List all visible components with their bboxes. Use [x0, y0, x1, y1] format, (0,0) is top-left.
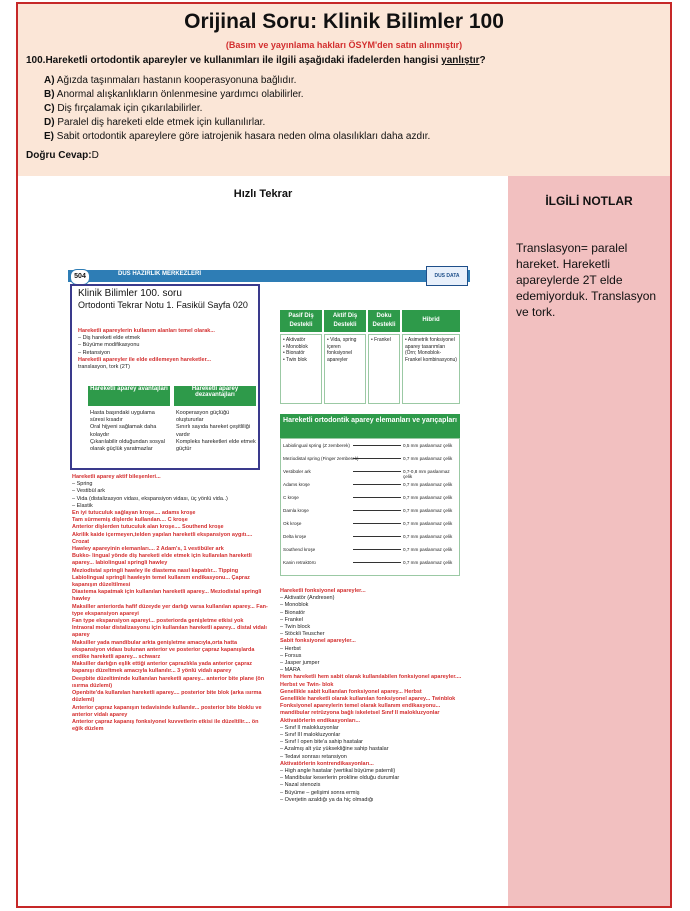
element-name: Damla kroşe	[283, 508, 309, 513]
bullet: Hareketli apareyler ile elde edilemeyen hareketler...	[78, 356, 211, 363]
bullet: – Aktivatör (Andresen)	[280, 595, 335, 602]
option-text: Sabit ortodontik apareylere göre iatrojenik hasara neden olma olasılıkları daha azdır.	[56, 131, 431, 142]
bullets-top	[78, 328, 258, 371]
bullet: – Nazal stenozis	[280, 782, 321, 789]
bullet: – Azalmış alt yüz yüksekliğine sahip hastalar	[280, 746, 389, 753]
option-b	[44, 88, 430, 102]
arrow-line	[353, 536, 401, 537]
bullet: Hareketli fonksiyonel apareyler...	[280, 588, 366, 594]
publisher-logo: DUS DATA	[426, 266, 468, 286]
element-name: Vestibüler ark	[283, 469, 311, 474]
table-header-hybrid: Hibrid	[402, 310, 460, 332]
review-header: Hızlı Tekrar	[233, 188, 293, 200]
bullet: – Sınıf III malokluzyonlar	[280, 732, 341, 739]
element-value: 0,7 mm paslanmaz çelik	[403, 495, 453, 500]
disadvantages-list	[176, 410, 256, 453]
bullet: – Retansiyon	[78, 349, 111, 356]
option-text: Ağızda taşınmaları hastanın kooperasyonuna bağlıdır.	[56, 75, 297, 86]
bullet: – Forsus	[280, 652, 302, 659]
bullet: Meziodistal springli hawley ile diastema nasıl kapatılır... Tipping	[72, 567, 239, 574]
element-value: 0,7-0,8 mm paslanmaz çelik	[403, 469, 450, 479]
bullet: Fonksiyonel apareylerin temel olarak kullanım endikasyonu... mandibular retrüzyona bağlı iskeletsel Sınıf II malokluzyonlar	[280, 703, 441, 717]
table-header-passive: Pasif Diş Destekli	[280, 310, 322, 332]
stripe-title: DUS HAZIRLIK MERKEZLERİ	[118, 271, 201, 277]
bullet: Sabit fonksiyonel apareyler...	[280, 638, 356, 645]
disadvantage-item: Kompleks hareketleri elde etmek güçtür	[176, 438, 256, 453]
correct-answer	[26, 150, 99, 161]
disadvantages-header: Hareketli aparey dezavantajları	[174, 386, 256, 406]
question-title: Orijinal Soru: Klinik Bilimler 100	[184, 10, 504, 33]
element-name: Meziodistal spring (Finger zemberek)	[283, 456, 359, 461]
bullet: – Sınıf I open bite'a sahip hastalar	[280, 739, 363, 746]
bullet: Hareketli apareylerin kullanım alanları temel olarak...	[78, 328, 215, 334]
bullet: – Frankel	[280, 616, 303, 623]
option-c	[44, 102, 430, 116]
advantage-item: Oral hijyeni sağlamak daha kolaydır	[90, 424, 157, 438]
notes-text: Translasyon= paralel hareket. Hareketli apareylerde 2T elde edemiyorduk. Translasyon ve tork.	[516, 241, 657, 319]
answer-value: D	[91, 150, 99, 161]
bullet: – Sınıf II malokluzyonlar	[280, 724, 339, 731]
bullets-right	[280, 588, 466, 804]
table-cell-tissue: • Frankel	[368, 334, 400, 404]
bullet: – Vida (distalizasyon vidası, ekspansiyon vidası, üç yönlü vida..)	[72, 495, 228, 502]
bullet: – Büyüme – gelişimi sonra ermiş	[280, 789, 360, 796]
bullet: En iyi tutuculuk sağlayan kroşe.... adams kroşe	[72, 510, 196, 517]
arrow-line	[353, 549, 401, 550]
bullet: Aktivatörlerin endikasyonları...	[280, 717, 361, 724]
page-frame	[16, 2, 672, 908]
option-letter: D)	[44, 117, 55, 128]
table-header-active: Aktif Diş Destekli	[324, 310, 366, 332]
options-list	[44, 74, 430, 144]
reference-note-box	[70, 284, 260, 470]
bullet: – Twin block	[280, 624, 311, 631]
bullet: – Büyüme modifikasyonu	[78, 342, 140, 349]
bullet: – Mandibular keserlerin prokline olduğu durumlar	[280, 775, 400, 782]
advantage-item: Hasta başındaki uygulama süresi kısadır	[90, 410, 155, 424]
prompt-text: 100.Hareketli ortodontik apareyler ve kullanımları ile ilgili aşağıdaki ifadelerden hangisi	[26, 55, 442, 66]
option-letter: A)	[44, 75, 55, 86]
arrow-line	[353, 445, 401, 446]
bullet: – Spring	[72, 481, 93, 488]
disadvantage-item: Kooperasyon güçlüğü oluştururlar	[176, 410, 230, 424]
option-letter: B)	[44, 89, 55, 100]
bullet: Anterior çapraz kapanış fonksiyonel kuvvetlerin etkisi ile düzeltilir.... ön eğik düzlem	[72, 718, 259, 733]
arrow-line	[353, 510, 401, 511]
bullet: Hem hareketli hem sabit olarak kullanılabilen fonksiyonel apareyler.... Herbst ve Twin- blok	[280, 674, 462, 688]
bullet: Hareketli aparey aktif bileşenleri...	[72, 474, 161, 480]
bullet: Akrilik kaide içermeyen,telden yapılan hareketli ekspansiyon aygıtı.... Crozat	[72, 531, 253, 545]
bullet: – Diş hareketi elde etmek	[78, 335, 141, 342]
bullet: Anterior dişlerden tutuculuk alan kroşe.... Southend kroşe	[72, 524, 224, 531]
bullets-bottom	[72, 474, 268, 733]
elements-list	[280, 438, 460, 576]
element-name: Southend kroşe	[283, 547, 316, 552]
bullet: Hawley apareyinin elemanları.... 2 Adam's, 1 vestibüler ark	[72, 546, 224, 553]
reference-line-1: Klinik Bilimler 100. soru	[78, 288, 182, 299]
arrow-line	[353, 523, 401, 524]
bullet: Maksiller darlığın eşlik ettiği anterior çaprazlıkla yada anterior çapraz kapanışı düzeltmek amacıyla kullanılır... 3 yönlü vidalı aparey	[72, 661, 253, 675]
advantages-list	[90, 410, 170, 453]
arrow-line	[353, 484, 401, 485]
arrow-line	[353, 458, 401, 459]
copyright-note: (Basım ve yayınlama hakları ÖSYM'den satın alınmıştır)	[225, 40, 463, 50]
bullet: Deepbite düzeltiminde kullanılan hareketli aparey... anterior bite plane (ön ısırma düzlemi)	[72, 675, 265, 689]
option-letter: E)	[44, 131, 54, 142]
bullet: – Jasper jumper	[280, 660, 320, 667]
arrow-line	[353, 562, 401, 563]
element-name: Labiolingual spring (Z zemberek)	[283, 443, 350, 448]
bullet: – Bionatör	[280, 609, 306, 616]
element-name: C kroşe	[283, 495, 299, 500]
notes-header: İLGİLİ NOTLAR	[545, 194, 633, 208]
element-name: Kanin retraktörü	[283, 560, 316, 565]
bullet: – MARA	[280, 667, 301, 674]
elements-header: Hareketli ortodontik aparey elemanları ve yarıçapları	[280, 414, 460, 438]
bullet: Anterior çapraz kapanışın tedavisinde kullanılır... posterior bite bloklu ve anterior vidalı aparey	[72, 704, 262, 718]
textbook-page-image	[68, 266, 470, 856]
element-value: 0,7 mm paslanmaz çelik	[403, 508, 453, 513]
bullet: Diastema kapatmak için kullanılan hareketli aparey... Meziodistal springli hawley	[72, 589, 262, 603]
bullet: Tam sürmemiş dişlerde kullanılan.... C kroşe	[72, 517, 188, 524]
advantages-header: Hareketli aparey avantajları	[88, 386, 170, 406]
bullet: Openbite'da kullanılan hareketli aparey.... posterior bite blok (arka ısırma düzlemi)	[72, 690, 262, 704]
element-value: 0,7 mm paslanmaz çelik	[403, 547, 453, 552]
arrow-line	[353, 497, 401, 498]
element-name: Delta kroşe	[283, 534, 307, 539]
element-value: 0,7 mm paslanmaz çelik	[403, 456, 453, 461]
disadvantage-item: Sınırlı sayıda hareket çeşitliliği vardır	[176, 424, 250, 438]
option-text: Anormal alışkanlıkların önlenmesine yardımcı olabilirler.	[56, 89, 304, 100]
page-number: 504	[70, 269, 90, 285]
advantage-item: Çıkarılabilir olduğundan sosyal olarak güçlük yaratmazlar	[90, 438, 165, 453]
bullet: – Monoblok	[280, 602, 309, 609]
option-letter: C)	[44, 103, 55, 114]
element-value: 0,7 mm paslanmaz çelik	[403, 482, 453, 487]
table-header-tissue: Doku Destekli	[368, 310, 400, 332]
page-header-stripe	[68, 270, 470, 282]
element-value: 0,5 mm paslanmaz çelik	[403, 443, 453, 448]
prompt-emphasis: yanlıştır	[441, 55, 480, 66]
bullet: – High angle hastalar (vertikal büyüme paternli)	[280, 768, 396, 775]
element-name: Adams kroşe	[283, 482, 310, 487]
element-name: Ok kroşe	[283, 521, 302, 526]
element-value: 0,7 mm paslanmaz çelik	[403, 560, 453, 565]
bullet: – Elastik	[72, 502, 93, 509]
bullet: Genellikle sabit kullanılan fonksiyonel aparey... Herbst	[280, 688, 422, 695]
question-box	[18, 4, 670, 176]
table-cell-hybrid: • Asimetrik fonksiyonel aparey tasarımları (Örn; Monoblok-Frankel kombinasyonu)	[402, 334, 460, 404]
bullet: Labiolingual springli hawleyin temel kullanım endikasyonu... Çapraz kapanışın düzeltilmesi	[72, 574, 250, 589]
bullet: Maksiller yada mandibular arkta genişletme amacıyla,orta hatta ekspansiyon vidası bulunan anterior ve posterior çapraz kapanışlarda endike hareketli aparey... schwarz	[72, 639, 255, 661]
answer-label: Doğru Cevap:	[26, 150, 92, 161]
bullet: – Overjetin azaldığı ya da hiç olmadığı	[280, 796, 374, 803]
option-a	[44, 74, 430, 88]
element-value: 0,7 mm paslanmaz çelik	[403, 534, 453, 539]
bullet: – Tedavi sonrası retansiyon	[280, 753, 347, 760]
bullet: Fan type ekspansiyon apareyi... posteriorda genişletme etkisi yok	[72, 618, 244, 625]
bullet: Maksiller anteriorda hafif düzeyde yer darlığı varsa kullanılan aparey... Fan- type ekspansiyon apareyi	[72, 603, 268, 617]
bullet: – Vestibül ark	[72, 488, 106, 495]
table-cell-active: • Vida, spring içeren fonksiyonel apareyler	[324, 334, 366, 404]
bullet: Aktivatörlerin kontrendikasyonları...	[280, 760, 374, 767]
option-e	[44, 130, 430, 144]
arrow-line	[353, 471, 401, 472]
bullet: translasyon, tork (2T)	[78, 364, 130, 371]
option-text: Diş fırçalamak için çıkarılabilirler.	[57, 103, 203, 114]
notes-panel	[508, 176, 670, 906]
bullet: – Stöckli Teuscher	[280, 631, 325, 638]
bullet: Genellikle hareketli olarak kullanılan fonksiyonel aparey... Twinblok	[280, 696, 456, 703]
element-value: 0,7 mm paslanmaz çelik	[403, 521, 453, 526]
option-d	[44, 116, 430, 130]
bullet: Bukko- lingual yönde diş hareketi elde etmek için kullanılan hareketli aparey... labiolingual springli hawley	[72, 553, 252, 567]
bullet: Intraoral molar distalizasyonu için kullanılan hareketli aparey... distal vidalı aparey	[72, 625, 267, 639]
bullet: – Herbst	[280, 645, 301, 652]
table-cell-passive: • Aktivatör • Monoblok • Bionatör • Twin blok	[280, 334, 322, 404]
question-prompt	[26, 55, 486, 66]
option-text: Paralel diş hareketi elde etmek için kullanılırlar.	[57, 117, 266, 128]
reference-line-2: Ortodonti Tekrar Notu 1. Fasikül Sayfa 020	[78, 300, 248, 310]
prompt-end: ?	[479, 55, 486, 66]
